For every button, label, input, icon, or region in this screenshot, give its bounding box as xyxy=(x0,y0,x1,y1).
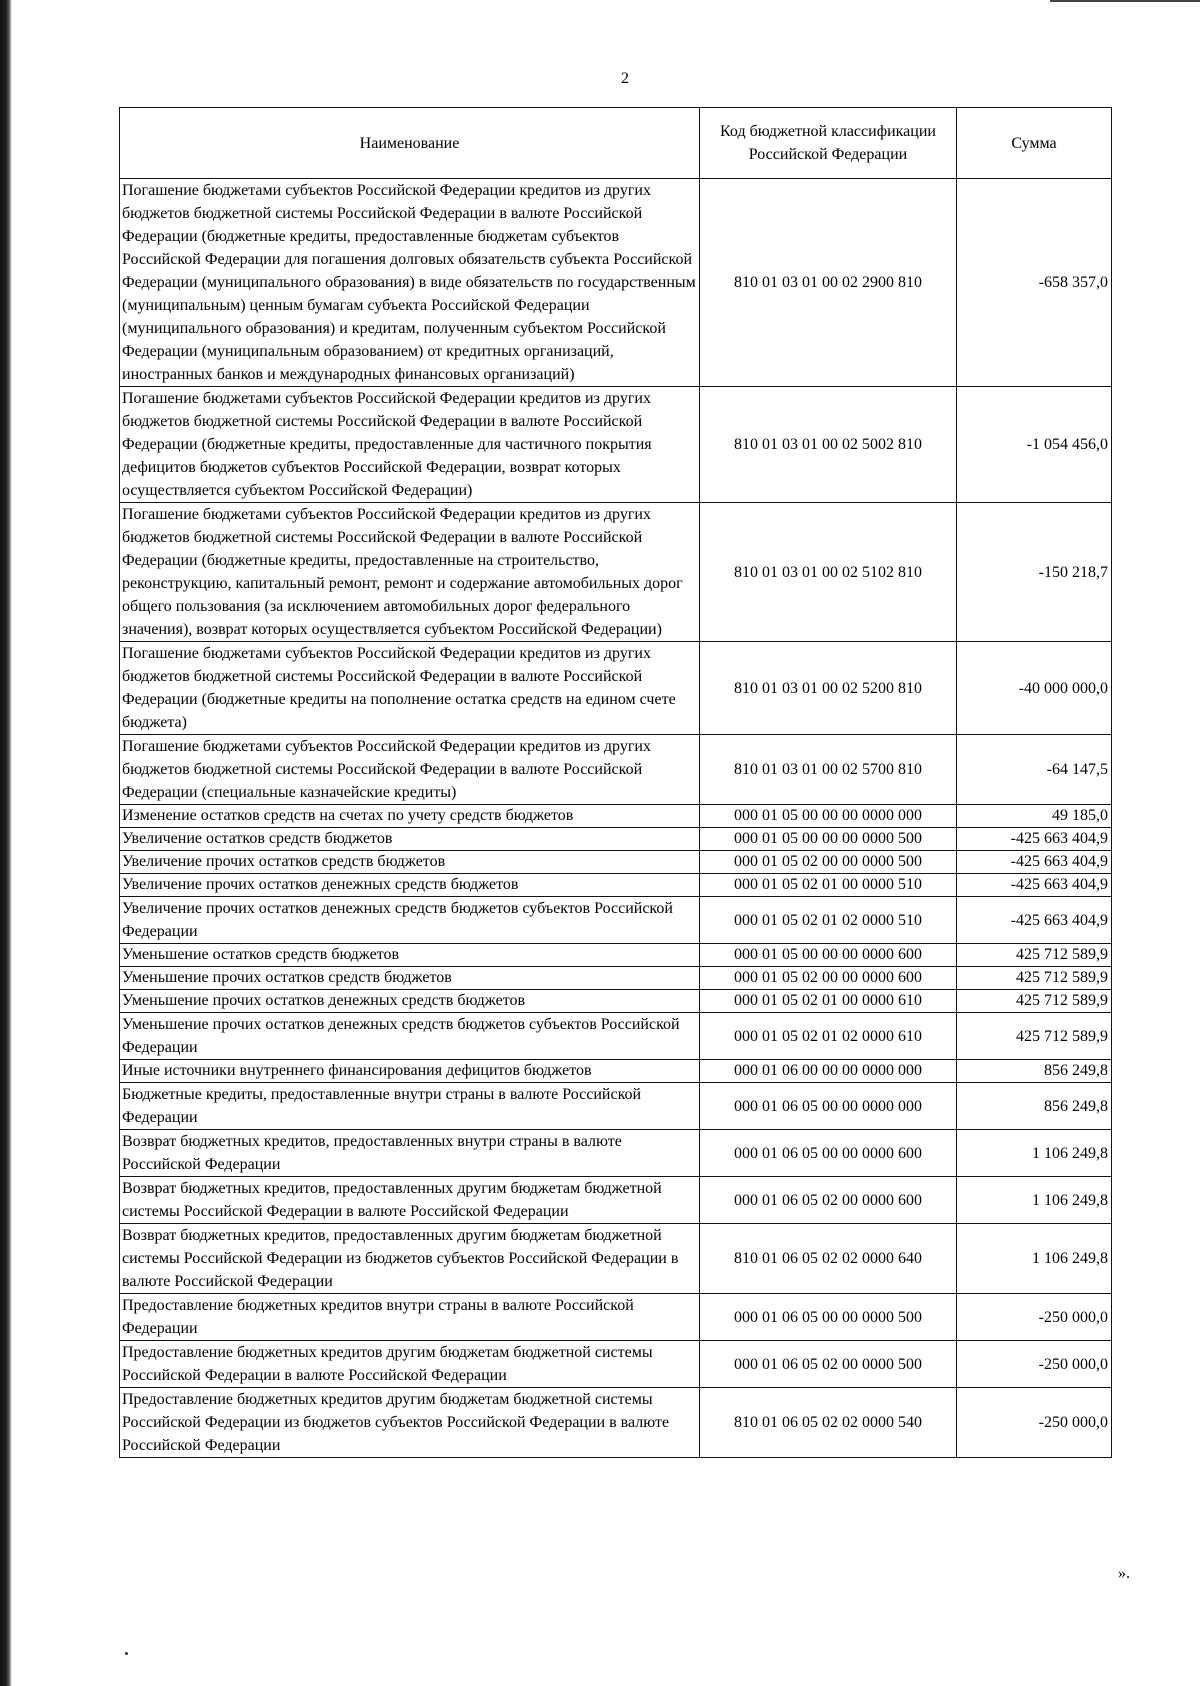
row-code-cell: 000 01 06 05 02 00 0000 500 xyxy=(700,1341,957,1388)
row-name-cell: Увеличение остатков средств бюджетов xyxy=(120,828,700,851)
row-code-cell: 810 01 03 01 00 02 2900 810 xyxy=(700,179,957,387)
row-name-cell: Предоставление бюджетных кредитов внутри страны в валюте Российской Федерации xyxy=(120,1294,700,1341)
table-row xyxy=(120,805,1112,828)
table-row xyxy=(120,1224,1112,1294)
header-code: Код бюджетной классификации Российской Федерации xyxy=(700,108,957,179)
row-name-cell: Уменьшение прочих остатков денежных средств бюджетов xyxy=(120,990,700,1013)
row-sum-cell: 425 712 589,9 xyxy=(957,990,1112,1013)
row-name-cell: Увеличение прочих остатков средств бюджетов xyxy=(120,851,700,874)
scan-speck xyxy=(125,1652,128,1655)
row-name-cell: Предоставление бюджетных кредитов другим бюджетам бюджетной системы Российской Федерации из бюджетов субъектов Российской Федерации в валюте Российской Федерации xyxy=(120,1388,700,1458)
row-name-cell: Погашение бюджетами субъектов Российской Федерации кредитов из других бюджетов бюджетной системы Российской Федерации в валюте Российской Федерации (бюджетные кредиты, предоставленные на строительство, реконструкцию, капитальный ремонт, ремонт и содержание автомобильных дорог общего пользования (за исключением автомобильных дорог федерального значения), возврат которых осуществляется субъектом Российской Федерации) xyxy=(120,503,700,642)
row-sum-cell: -150 218,7 xyxy=(957,503,1112,642)
budget-table xyxy=(119,107,1112,1458)
table-row xyxy=(120,897,1112,944)
row-sum-cell: -250 000,0 xyxy=(957,1388,1112,1458)
row-sum-cell: 1 106 249,8 xyxy=(957,1224,1112,1294)
row-name-cell: Уменьшение остатков средств бюджетов xyxy=(120,944,700,967)
table-row xyxy=(120,990,1112,1013)
row-name-cell: Погашение бюджетами субъектов Российской Федерации кредитов из других бюджетов бюджетной системы Российской Федерации в валюте Российской Федерации (бюджетные кредиты, предоставленные бюджетам субъектов Российской Федерации для погашения долговых обязательств субъекта Российской Федерации (муниципального образования) в виде обязательств по государственным (муниципальным) ценным бумагам субъекта Российской Федерации (муниципального образования) и кредитам, полученным субъектом Российской Федерации (муниципальным образованием) от кредитных организаций, иностранных банков и международных финансовых организаций) xyxy=(120,179,700,387)
row-name-cell: Погашение бюджетами субъектов Российской Федерации кредитов из других бюджетов бюджетной системы Российской Федерации в валюте Российской Федерации (бюджетные кредиты на пополнение остатка средств на едином счете бюджета) xyxy=(120,642,700,735)
row-sum-cell: 856 249,8 xyxy=(957,1083,1112,1130)
row-code-cell: 000 01 05 00 00 00 0000 500 xyxy=(700,828,957,851)
row-code-cell: 000 01 05 02 01 02 0000 510 xyxy=(700,897,957,944)
row-sum-cell: -425 663 404,9 xyxy=(957,851,1112,874)
row-code-cell: 810 01 06 05 02 02 0000 640 xyxy=(700,1224,957,1294)
row-code-cell: 000 01 06 05 00 00 0000 600 xyxy=(700,1130,957,1177)
table-row xyxy=(120,1341,1112,1388)
table-row xyxy=(120,1388,1112,1458)
row-name-cell: Возврат бюджетных кредитов, предоставленных внутри страны в валюте Российской Федерации xyxy=(120,1130,700,1177)
row-name-cell: Увеличение прочих остатков денежных средств бюджетов xyxy=(120,874,700,897)
table-row xyxy=(120,387,1112,503)
header-sum: Сумма xyxy=(957,108,1112,179)
row-sum-cell: 49 185,0 xyxy=(957,805,1112,828)
row-name-cell: Погашение бюджетами субъектов Российской Федерации кредитов из других бюджетов бюджетной системы Российской Федерации в валюте Российской Федерации (бюджетные кредиты, предоставленные для частичного покрытия дефицитов бюджетов субъектов Российской Федерации, возврат которых осуществляется субъектом Российской Федерации) xyxy=(120,387,700,503)
table-row xyxy=(120,1130,1112,1177)
row-sum-cell: 425 712 589,9 xyxy=(957,944,1112,967)
row-code-cell: 000 01 05 02 01 02 0000 610 xyxy=(700,1013,957,1060)
row-sum-cell: -250 000,0 xyxy=(957,1341,1112,1388)
row-code-cell: 810 01 03 01 00 02 5200 810 xyxy=(700,642,957,735)
table-row xyxy=(120,735,1112,805)
table-row xyxy=(120,967,1112,990)
row-code-cell: 000 01 05 00 00 00 0000 600 xyxy=(700,944,957,967)
row-name-cell: Возврат бюджетных кредитов, предоставленных другим бюджетам бюджетной системы Российской Федерации в валюте Российской Федерации xyxy=(120,1177,700,1224)
row-code-cell: 810 01 03 01 00 02 5002 810 xyxy=(700,387,957,503)
table-row xyxy=(120,179,1112,387)
row-code-cell: 000 01 06 05 02 00 0000 600 xyxy=(700,1177,957,1224)
row-code-cell: 000 01 05 02 01 00 0000 510 xyxy=(700,874,957,897)
row-sum-cell: 425 712 589,9 xyxy=(957,1013,1112,1060)
table-row xyxy=(120,1294,1112,1341)
row-sum-cell: -425 663 404,9 xyxy=(957,874,1112,897)
table-row xyxy=(120,851,1112,874)
closing-quote: ». xyxy=(1118,1565,1130,1582)
row-code-cell: 000 01 05 02 01 00 0000 610 xyxy=(700,990,957,1013)
row-name-cell: Погашение бюджетами субъектов Российской Федерации кредитов из других бюджетов бюджетной системы Российской Федерации в валюте Российской Федерации (специальные казначейские кредиты) xyxy=(120,735,700,805)
row-name-cell: Уменьшение прочих остатков денежных средств бюджетов субъектов Российской Федерации xyxy=(120,1013,700,1060)
table-row xyxy=(120,642,1112,735)
page-number: 2 xyxy=(621,70,629,87)
header-name: Наименование xyxy=(120,108,700,179)
table-row xyxy=(120,1177,1112,1224)
row-name-cell: Возврат бюджетных кредитов, предоставленных другим бюджетам бюджетной системы Российской Федерации из бюджетов субъектов Российской Федерации в валюте Российской Федерации xyxy=(120,1224,700,1294)
row-sum-cell: -425 663 404,9 xyxy=(957,897,1112,944)
scan-top-line xyxy=(1050,0,1200,2)
table-row xyxy=(120,944,1112,967)
row-code-cell: 000 01 05 02 00 00 0000 500 xyxy=(700,851,957,874)
row-sum-cell: 856 249,8 xyxy=(957,1060,1112,1083)
row-sum-cell: -64 147,5 xyxy=(957,735,1112,805)
row-sum-cell: -1 054 456,0 xyxy=(957,387,1112,503)
row-code-cell: 810 01 03 01 00 02 5700 810 xyxy=(700,735,957,805)
scan-left-edge xyxy=(0,0,12,1686)
row-name-cell: Иные источники внутреннего финансирования дефицитов бюджетов xyxy=(120,1060,700,1083)
table-header-row xyxy=(120,108,1112,179)
row-name-cell: Бюджетные кредиты, предоставленные внутри страны в валюте Российской Федерации xyxy=(120,1083,700,1130)
row-name-cell: Уменьшение прочих остатков средств бюджетов xyxy=(120,967,700,990)
row-code-cell: 810 01 03 01 00 02 5102 810 xyxy=(700,503,957,642)
row-code-cell: 000 01 05 00 00 00 0000 000 xyxy=(700,805,957,828)
row-code-cell: 000 01 06 05 00 00 0000 000 xyxy=(700,1083,957,1130)
row-code-cell: 000 01 06 00 00 00 0000 000 xyxy=(700,1060,957,1083)
row-sum-cell: 425 712 589,9 xyxy=(957,967,1112,990)
row-code-cell: 000 01 06 05 00 00 0000 500 xyxy=(700,1294,957,1341)
row-code-cell: 000 01 05 02 00 00 0000 600 xyxy=(700,967,957,990)
table-row xyxy=(120,874,1112,897)
table-row xyxy=(120,503,1112,642)
row-sum-cell: -425 663 404,9 xyxy=(957,828,1112,851)
table-row xyxy=(120,1083,1112,1130)
row-code-cell: 810 01 06 05 02 02 0000 540 xyxy=(700,1388,957,1458)
budget-table-wrapper xyxy=(119,107,1111,1458)
row-name-cell: Увеличение прочих остатков денежных средств бюджетов субъектов Российской Федерации xyxy=(120,897,700,944)
row-sum-cell: -658 357,0 xyxy=(957,179,1112,387)
row-name-cell: Предоставление бюджетных кредитов другим бюджетам бюджетной системы Российской Федерации в валюте Российской Федерации xyxy=(120,1341,700,1388)
row-sum-cell: -40 000 000,0 xyxy=(957,642,1112,735)
table-row xyxy=(120,828,1112,851)
table-row xyxy=(120,1060,1112,1083)
row-sum-cell: 1 106 249,8 xyxy=(957,1177,1112,1224)
row-sum-cell: -250 000,0 xyxy=(957,1294,1112,1341)
row-sum-cell: 1 106 249,8 xyxy=(957,1130,1112,1177)
row-name-cell: Изменение остатков средств на счетах по учету средств бюджетов xyxy=(120,805,700,828)
table-body xyxy=(120,179,1112,1458)
table-row xyxy=(120,1013,1112,1060)
